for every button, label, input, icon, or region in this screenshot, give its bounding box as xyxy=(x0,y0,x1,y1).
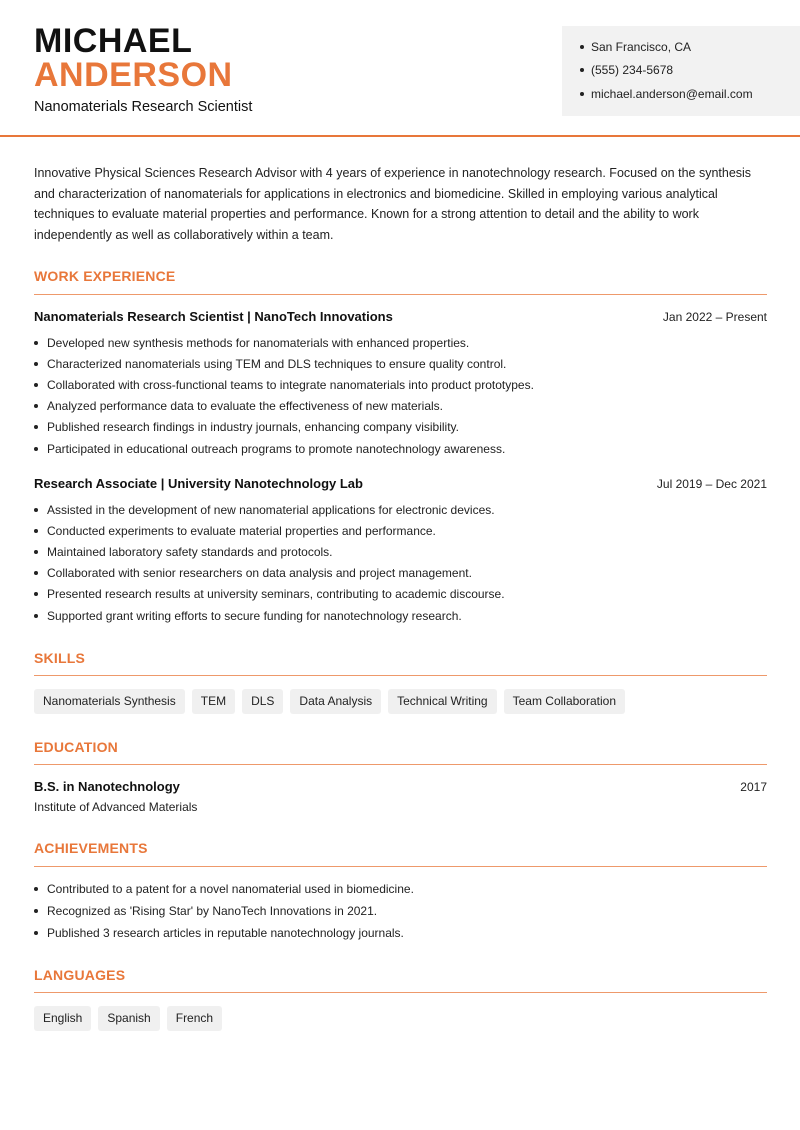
job-dates: Jul 2019 – Dec 2021 xyxy=(656,477,767,491)
section-divider xyxy=(34,866,767,867)
section-divider xyxy=(34,294,767,295)
list-item: Contributed to a patent for a novel nanomaterial used in biomedicine. xyxy=(34,878,767,899)
job-bullets xyxy=(34,499,767,626)
summary-paragraph: Innovative Physical Sciences Research Advisor with 4 years of experience in nanotechnology research. Focused on the synthesis and characterization of nanomaterials for applications in electronics and biomedicine. Skilled in employing various analytical techniques to evaluate material properties and performance. Known for a strong attention to detail and the ability to work independently as well as collaboratively within a team. xyxy=(34,166,752,243)
email-text: michael.anderson@email.com xyxy=(591,86,753,101)
bullet-icon xyxy=(580,68,584,72)
bullet-icon xyxy=(580,92,584,96)
section-title-skills: SKILLS xyxy=(34,650,85,666)
skill-chip: TEM xyxy=(192,689,235,714)
list-item: Published 3 research articles in reputable nanotechnology journals. xyxy=(34,922,767,943)
degree: B.S. in Nanotechnology xyxy=(34,779,180,794)
list-item: Recognized as 'Rising Star' by NanoTech Innovations in 2021. xyxy=(34,899,767,922)
job-header xyxy=(34,476,767,491)
list-item: Characterized nanomaterials using TEM and DLS techniques to ensure quality control. xyxy=(34,353,767,374)
bullet-icon xyxy=(34,425,38,429)
languages-list xyxy=(34,1006,222,1031)
language-chip: English xyxy=(34,1006,91,1031)
list-item: Participated in educational outreach programs to promote nanotechnology awareness. xyxy=(34,438,767,459)
skill-chip: DLS xyxy=(242,689,283,714)
bullet-icon xyxy=(34,383,38,387)
skill-chip: Technical Writing xyxy=(388,689,496,714)
language-chip: Spanish xyxy=(98,1006,159,1031)
language-chip: French xyxy=(167,1006,222,1031)
contact-email xyxy=(580,82,800,106)
institution: Institute of Advanced Materials xyxy=(34,800,198,814)
bullet-icon xyxy=(34,887,38,891)
section-title-education: EDUCATION xyxy=(34,739,118,755)
first-name: MICHAEL xyxy=(34,22,193,60)
job-role: Research Associate | University Nanotechnology Lab xyxy=(34,476,363,491)
last-name: ANDERSON xyxy=(34,56,233,94)
list-item: Maintained laboratory safety standards and protocols. xyxy=(34,541,767,562)
bullet-icon xyxy=(34,362,38,366)
section-title-languages: LANGUAGES xyxy=(34,967,126,983)
section-title-achievements: ACHIEVEMENTS xyxy=(34,840,148,856)
bullet-icon xyxy=(34,404,38,408)
bullet-icon xyxy=(34,508,38,512)
bullet-icon xyxy=(34,447,38,451)
job-dates: Jan 2022 – Present xyxy=(662,310,767,324)
bullet-icon xyxy=(34,614,38,618)
education-header xyxy=(34,779,767,794)
phone-text: (555) 234-5678 xyxy=(591,63,674,78)
section-divider xyxy=(34,675,767,676)
bullet-icon xyxy=(34,529,38,533)
bullet-icon xyxy=(34,571,38,575)
contact-phone xyxy=(580,59,800,83)
bullet-icon xyxy=(580,45,584,49)
job-header xyxy=(34,309,767,324)
skill-chip: Team Collaboration xyxy=(504,689,625,714)
skills-list xyxy=(34,689,625,714)
list-item: Collaborated with senior researchers on data analysis and project management. xyxy=(34,563,767,584)
contact-location xyxy=(580,35,800,59)
section-title-work: WORK EXPERIENCE xyxy=(34,268,176,284)
bullet-icon xyxy=(34,592,38,596)
section-divider xyxy=(34,764,767,765)
job-title: Nanomaterials Research Scientist xyxy=(34,99,253,115)
bullet-icon xyxy=(34,550,38,554)
graduation-year: 2017 xyxy=(740,780,767,794)
list-item: Developed new synthesis methods for nanomaterials with enhanced properties. xyxy=(34,332,767,353)
bullet-icon xyxy=(34,931,38,935)
list-item: Supported grant writing efforts to secure funding for nanotechnology research. xyxy=(34,605,767,626)
list-item: Assisted in the development of new nanomaterial applications for electronic devices. xyxy=(34,499,767,520)
section-divider xyxy=(34,992,767,993)
list-item: Published research findings in industry journals, enhancing company visibility. xyxy=(34,417,767,438)
list-item: Conducted experiments to evaluate material properties and performance. xyxy=(34,520,767,541)
location-text: San Francisco, CA xyxy=(591,39,692,54)
resume-header xyxy=(0,0,800,137)
list-item: Presented research results at university seminars, contributing to academic discourse. xyxy=(34,584,767,605)
skill-chip: Data Analysis xyxy=(290,689,381,714)
list-item: Analyzed performance data to evaluate the effectiveness of new materials. xyxy=(34,396,767,417)
achievements-list xyxy=(34,878,767,943)
skill-chip: Nanomaterials Synthesis xyxy=(34,689,185,714)
list-item: Collaborated with cross-functional teams to integrate nanomaterials into product prototypes. xyxy=(34,374,767,395)
job-bullets xyxy=(34,332,767,459)
bullet-icon xyxy=(34,341,38,345)
job-role: Nanomaterials Research Scientist | NanoTech Innovations xyxy=(34,309,393,324)
contact-box xyxy=(562,26,800,116)
bullet-icon xyxy=(34,909,38,913)
